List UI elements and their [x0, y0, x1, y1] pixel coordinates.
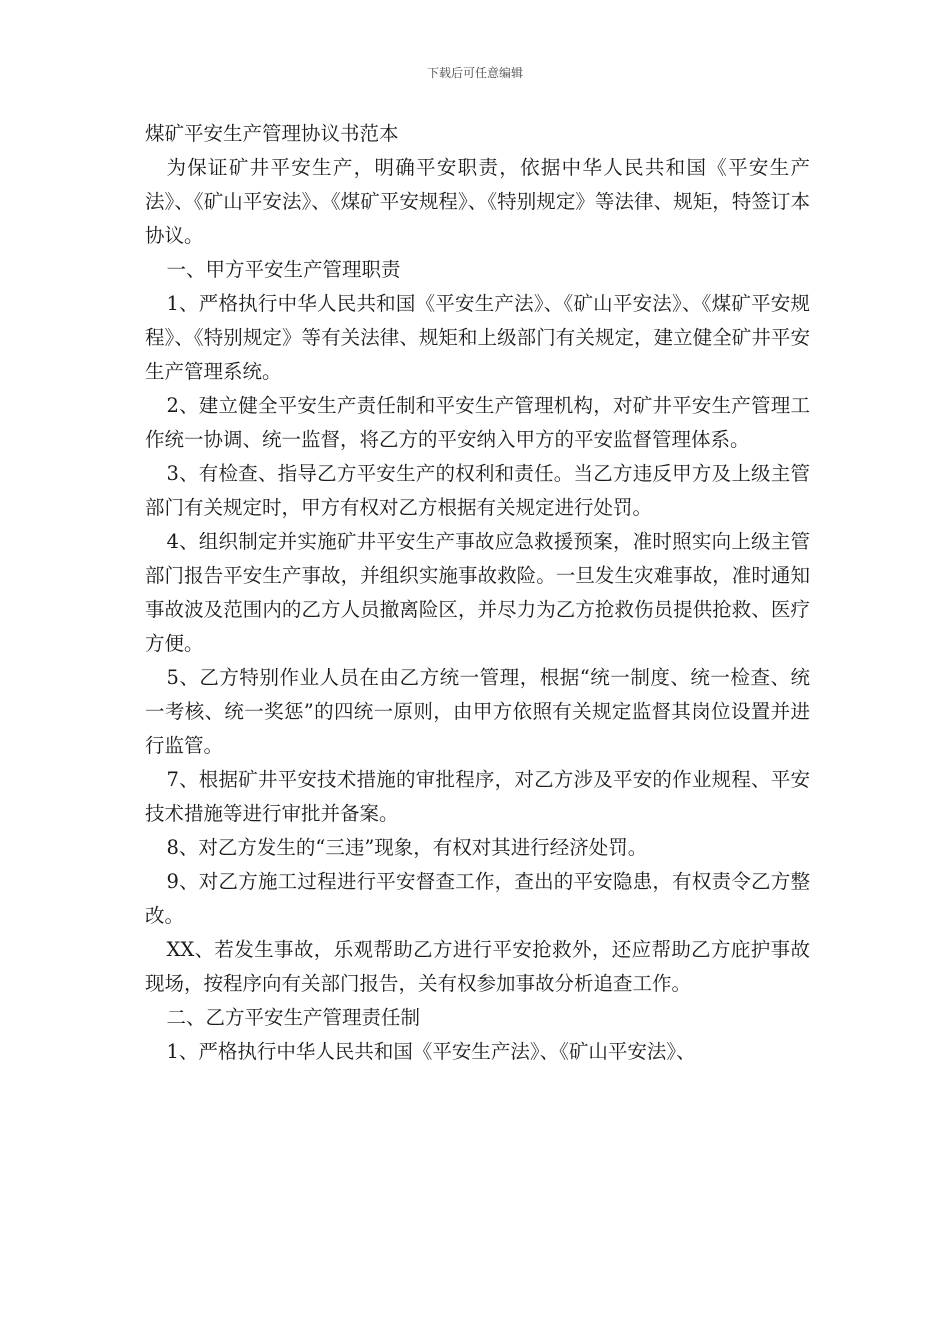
- section-heading-party-a: 一、甲方平安生产管理职责: [166, 258, 401, 281]
- paragraph-intro: 为保证矿井平安生产，明确平安职责，依据中华人民共和国《平安生产法》、《矿山平安法》、《煤矿平安规程》、《特别规定》等法律、规矩，特签订本协议。: [145, 156, 810, 247]
- page-header: 下载后可任意编辑: [426, 66, 523, 80]
- paragraph-a-7: 7、根据矿井平安技术措施的审批程序，对乙方涉及平安的作业规程、平安技术措施等进行审批并备案。: [145, 768, 810, 825]
- document-body: [145, 117, 810, 1069]
- paragraph-a-xx: XX、若发生事故，乐观帮助乙方进行平安抢救外，还应帮助乙方庇护事故现场，按程序向有关部门报告，关有权参加事故分析追查工作。: [145, 938, 810, 995]
- paragraph-a-8: 8、对乙方发生的“三违”现象，有权对其进行经济处罚。: [166, 836, 648, 859]
- paragraph-a-1: 1、严格执行中华人民共和国《平安生产法》、《矿山平安法》、《煤矿平安规程》、《特别规定》等有关法律、规矩和上级部门有关规定，建立健全矿井平安生产管理系统。: [145, 292, 810, 383]
- document-title: 煤矿平安生产管理协议书范本: [145, 122, 399, 145]
- paragraph-a-3: 3、有检查、指导乙方平安生产的权利和责任。当乙方违反甲方及上级主管部门有关规定时，甲方有权对乙方根据有关规定进行处罚。: [145, 462, 810, 519]
- paragraph-a-5: 5、乙方特别作业人员在由乙方统一管理，根据“统一制度、统一检查、统一考核、统一奖惩”的四统一原则，由甲方依照有关规定监督其岗位设置并进行监管。: [145, 666, 810, 757]
- paragraph-a-9: 9、对乙方施工过程进行平安督查工作，查出的平安隐患，有权责令乙方整改。: [145, 870, 810, 927]
- paragraph-b-1: 1、严格执行中华人民共和国《平安生产法》、《矿山平安法》、: [166, 1040, 696, 1063]
- paragraph-a-2: 2、建立健全平安生产责任制和平安生产管理机构，对矿井平安生产管理工作统一协调、统一监督，将乙方的平安纳入甲方的平安监督管理体系。: [145, 394, 810, 451]
- section-heading-party-b: 二、乙方平安生产管理责任制: [166, 1006, 420, 1029]
- paragraph-a-4: 4、组织制定并实施矿井平安生产事故应急救援预案，准时照实向上级主管部门报告平安生产事故，并组织实施事故救险。一旦发生灾难事故，准时通知事故波及范围内的乙方人员撤离险区，并尽力为乙方抢救伤员提供抢救、医疗方便。: [145, 530, 810, 655]
